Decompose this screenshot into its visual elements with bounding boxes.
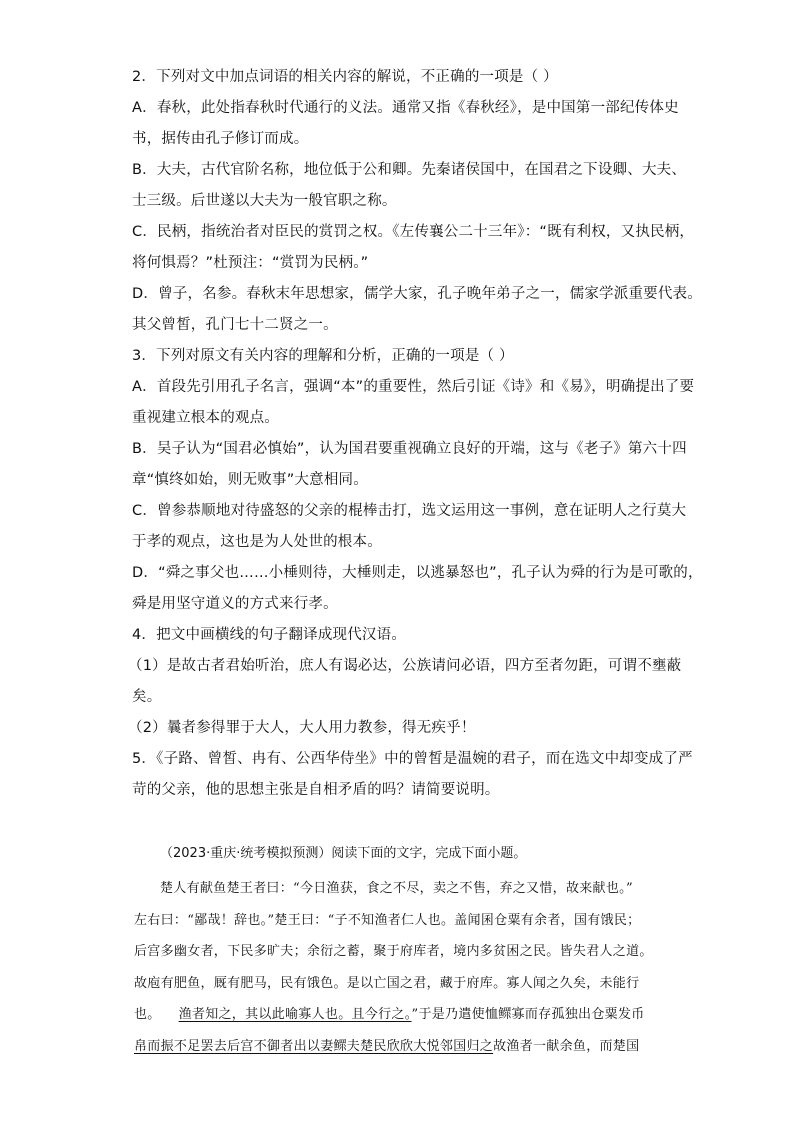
question-2-option-c-cont: 将何惧焉？”杜预注：“赏罚为民柄。”	[132, 255, 369, 271]
passage-text: ”于是乃遣使恤鳏寡而存孤独出仓粟发币	[411, 1007, 645, 1022]
question-4-part-1-cont: 矣。	[132, 689, 162, 705]
question-4-part-1: （1）是故古者君始听治，庶人有谒必达，公族请问必语，四方至者勿距，可谓不壅蔽	[128, 658, 682, 674]
question-3-stem: 3．下列对原文有关内容的理解和分析，正确的一项是（ ）	[132, 348, 514, 364]
passage-line: 左右曰：“鄙哉！辞也。”楚王曰：“子不知渔者仁人也。盖闻囷仓粟有余者，国有饿民；	[134, 912, 641, 928]
question-2-option-c: C．民柄，指统治者对臣民的赏罚之权。《左传襄公二十三年》：“既有利权，又执民柄，	[132, 224, 695, 240]
passage-intro: （2023·重庆·统考模拟预测）阅读下面的文字，完成下面小题。	[160, 846, 527, 861]
question-3-option-a-cont: 重视建立根本的观点。	[132, 410, 279, 426]
passage-line	[134, 1031, 664, 1063]
question-2-option-d-cont: 其父曾皙，孔门七十二贤之一。	[132, 317, 338, 333]
underlined-sentence: 渔者知之，其以此喻寡人也。且今行之。	[178, 1007, 412, 1022]
question-4-part-2: （2）曩者参得罪于大人，大人用力教参，得无疾乎！	[128, 720, 476, 736]
question-2-option-a: A．春秋，此处指春秋时代通行的义法。通常又指《春秋经》，是中国第一部纪传体史	[132, 100, 679, 116]
question-3-option-b-cont: 章“慎终如始，则无败事”大意相同。	[132, 472, 368, 488]
passage-text: 也。	[134, 1007, 161, 1022]
question-5-cont: 苛的父亲，他的思想主张是自相矛盾的吗？请简要说明。	[132, 782, 500, 798]
passage-line: 后宫多幽女者，下民多旷夫；余衍之蓄，聚于府库者，境内多贫困之民。皆失君人之道。	[134, 944, 653, 959]
question-2	[128, 62, 703, 806]
question-3-option-b: B．吴子认为“国君必慎始”，认为国君要重视确立良好的开端，这与《老子》第六十四	[132, 441, 687, 457]
question-2-stem: 2．下列对文中加点词语的相关内容的解说，不正确的一项是（ ）	[132, 69, 558, 85]
question-2-option-b-cont: 士三级。后世遂以大夫为一般官职之称。	[132, 193, 397, 209]
passage-line: 楚人有献鱼楚王者曰：“今日渔获，食之不尽，卖之不售，弃之又惜，故来献也。”	[160, 881, 633, 896]
question-2-option-b: B．大夫，古代官阶名称，地位低于公和卿。先秦诸侯国中，在国君之下设卿、大夫、	[132, 162, 687, 178]
question-2-option-d: D．曾子，名参。春秋末年思想家，儒学大家，孔子晚年弟子之一，儒家学派重要代表。	[132, 286, 702, 302]
question-4-stem: 4．把文中画横线的句子翻译成现代汉语。	[132, 627, 407, 643]
classical-passage	[134, 873, 664, 1062]
question-3-option-c-cont: 于孝的观点，这也是为人处世的根本。	[132, 534, 382, 550]
question-2-option-a-cont: 书，据传由孔子修订而成。	[132, 131, 309, 147]
question-3-option-d: D．“舜之事父也……小棰则待，大棰则走，以逃暴怒也”，孔子认为舜的行为是可歌的，	[132, 565, 703, 581]
passage-text: 故渔者一献余鱼，而楚国	[493, 1038, 640, 1054]
question-3-option-c: C．曾参恭顺地对待盛怒的父亲的棍棒击打，选文运用这一事例，意在证明人之行莫大	[132, 503, 687, 519]
passage-line: 故庖有肥鱼，厩有肥马，民有饿色。是以亡国之君，藏于府库。寡人闻之久矣，未能行	[134, 975, 640, 991]
underlined-sentence: 帛而振不足罢去后宫不御者出以妻鳏夫楚民欣欣大悦邻国归之	[134, 1038, 494, 1054]
question-3-option-a: A．首段先引用孔子名言，强调“本”的重要性，然后引证《诗》和《易》，明确提出了要	[132, 379, 695, 395]
question-3-option-d-cont: 舜是用坚守道义的方式来行孝。	[132, 596, 338, 612]
passage-line	[134, 999, 664, 1031]
question-5: 5．《子路、曾皙、冉有、公西华侍坐》中的曾皙是温婉的君子，而在选文中却变成了严	[132, 751, 693, 767]
